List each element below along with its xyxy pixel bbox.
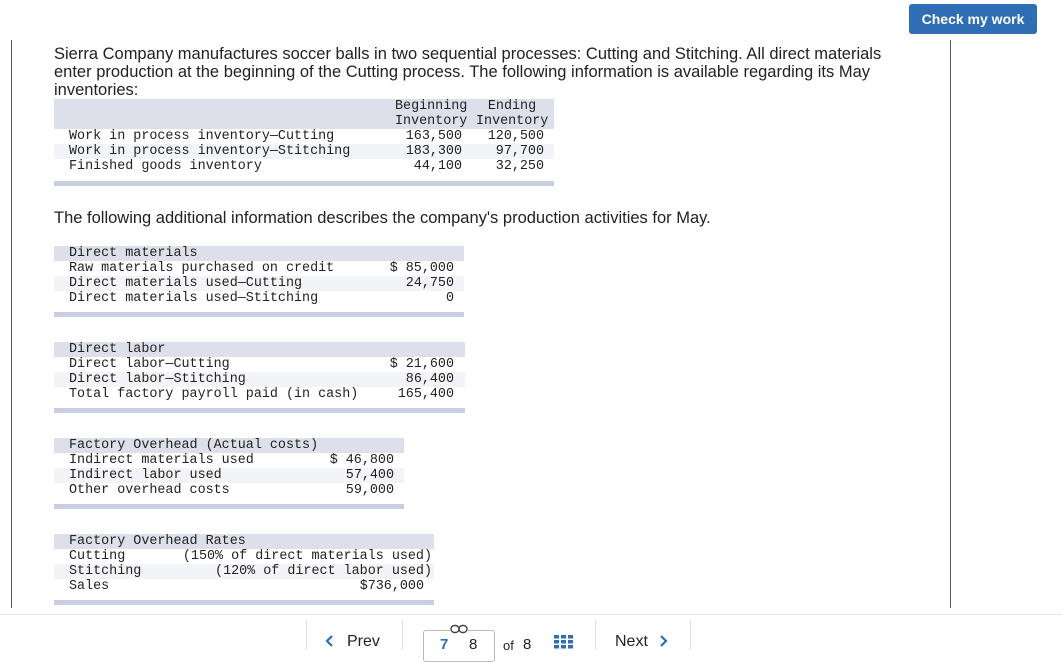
prev-button[interactable] — [325, 630, 380, 654]
table-row — [54, 291, 464, 306]
table-row — [54, 129, 554, 144]
table-row — [54, 453, 404, 468]
ending-value: 32,250 — [495, 159, 544, 174]
row-value: 165,400 — [397, 387, 454, 402]
row-value: 0 — [445, 291, 454, 306]
row-label: Raw materials purchased on credit — [69, 261, 335, 276]
grid-icon[interactable] — [554, 635, 573, 649]
footer-separator — [306, 620, 307, 650]
table-title: Factory Overhead Rates — [69, 534, 246, 549]
ending-value: 97,700 — [495, 144, 544, 159]
table-row — [54, 564, 434, 579]
table-title-row — [54, 534, 434, 549]
table-row — [54, 357, 465, 372]
link-icon — [450, 624, 468, 634]
right-border — [950, 40, 951, 608]
row-label: Work in process inventory—Stitching — [69, 144, 351, 159]
footer-divider — [0, 614, 1062, 615]
check-my-work-button[interactable]: Check my work — [909, 4, 1037, 34]
next-button[interactable] — [615, 630, 668, 654]
row-label: Direct materials used—Stitching — [69, 291, 319, 306]
row-label: Direct labor—Cutting — [69, 357, 230, 372]
table-title: Factory Overhead (Actual costs) — [69, 438, 319, 453]
table-row — [54, 144, 554, 159]
beginning-header-2: Inventory — [395, 114, 468, 129]
ending-header-1: Ending — [487, 99, 537, 114]
row-label: Total factory payroll paid (in cash) — [69, 387, 359, 402]
left-border — [11, 40, 12, 608]
table-row — [54, 261, 464, 276]
row-value: $ 46,800 — [329, 453, 394, 468]
row-value: (120% of direct labor used) — [215, 564, 432, 579]
footer-separator — [402, 620, 403, 650]
beginning-value: 183,300 — [405, 144, 462, 159]
row-value: 86,400 — [405, 372, 454, 387]
row-label: Indirect labor used — [69, 468, 222, 483]
table-title: Direct labor — [69, 342, 166, 357]
ending-value: 120,500 — [487, 129, 544, 144]
prev-label: Prev — [347, 633, 380, 650]
table-title-row — [54, 342, 465, 357]
of-label: of — [503, 638, 514, 653]
table-bottom-bar — [54, 504, 404, 509]
row-label: Other overhead costs — [69, 483, 230, 498]
table-row — [54, 579, 434, 594]
row-value: $ 85,000 — [389, 261, 454, 276]
additional-info-paragraph: The following additional information describes the company's production activities for May. — [54, 209, 711, 227]
inventory-header-row-2 — [54, 114, 554, 129]
row-value: 59,000 — [345, 483, 394, 498]
table-row — [54, 387, 465, 402]
intro-paragraph: Sierra Company manufactures soccer balls in two sequential processes: Cutting and Stitching. All direct materials enter production at the beginning of the Cutting process. The following information is available regarding its May inventories: — [54, 45, 882, 99]
table-title-row — [54, 246, 464, 261]
beginning-value: 44,100 — [413, 159, 462, 174]
table-bottom-bar — [54, 600, 434, 605]
row-label: Stitching — [69, 564, 142, 579]
ending-header-2: Inventory — [476, 114, 549, 129]
inventory-table — [54, 99, 554, 174]
row-value: 57,400 — [345, 468, 394, 483]
chevron-left-icon — [325, 634, 335, 648]
table-row — [54, 276, 464, 291]
row-label: Indirect materials used — [69, 453, 254, 468]
table-row — [54, 549, 434, 564]
direct-materials-table — [54, 246, 464, 306]
beginning-value: 163,500 — [405, 129, 462, 144]
beginning-header-1: Beginning — [395, 99, 468, 114]
table-bottom-bar — [54, 312, 464, 317]
inventory-header-row-1 — [54, 99, 554, 114]
table-row — [54, 468, 404, 483]
table-row — [54, 483, 404, 498]
row-label: Work in process inventory—Cutting — [69, 129, 335, 144]
chevron-right-icon — [658, 634, 668, 648]
table-row — [54, 159, 554, 174]
page-selector[interactable] — [423, 630, 495, 662]
footer-separator — [595, 620, 596, 650]
direct-labor-table — [54, 342, 465, 402]
current-page-number[interactable]: 7 — [440, 636, 449, 653]
row-label: Direct labor—Stitching — [69, 372, 246, 387]
next-label: Next — [615, 633, 648, 650]
overhead-rates-table — [54, 534, 434, 594]
row-label: Sales — [69, 579, 110, 594]
row-label: Direct materials used—Cutting — [69, 276, 303, 291]
total-pages: 8 — [523, 636, 532, 653]
row-value: (150% of direct materials used) — [182, 549, 432, 564]
row-label: Finished goods inventory — [69, 159, 262, 174]
table-title-row — [54, 438, 404, 453]
table-row — [54, 372, 465, 387]
table-bottom-bar — [54, 408, 465, 413]
table-bottom-bar — [54, 181, 554, 186]
factory-overhead-table — [54, 438, 404, 498]
row-value: $736,000 — [359, 579, 424, 594]
row-value: $ 21,600 — [389, 357, 454, 372]
row-value: 24,750 — [405, 276, 454, 291]
next-page-number[interactable]: 8 — [469, 636, 478, 653]
row-label: Cutting — [69, 549, 126, 564]
footer-separator — [690, 620, 691, 650]
table-title: Direct materials — [69, 246, 198, 261]
